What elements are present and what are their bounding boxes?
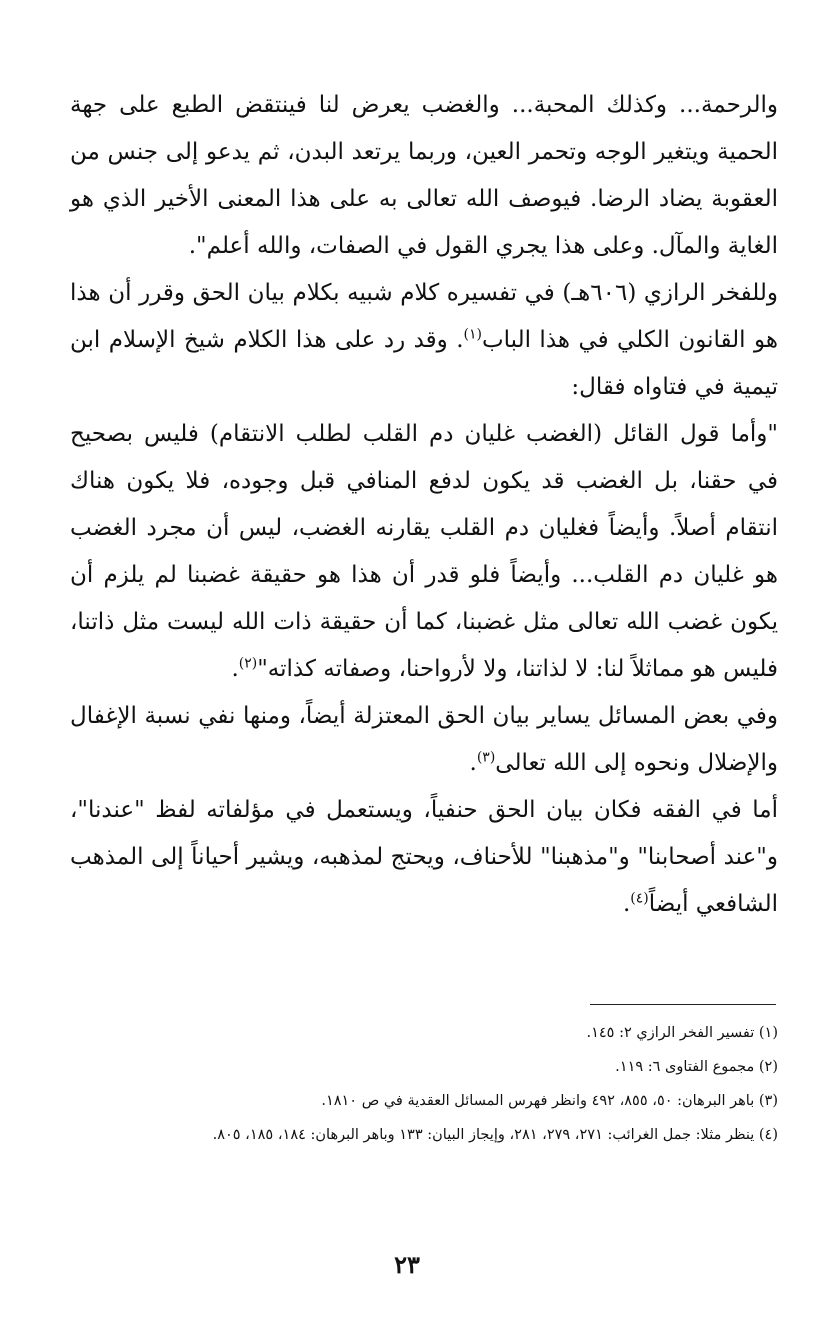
paragraph-5 [70,787,778,928]
paragraph-5-text-b: . [622,891,631,917]
footnote-2: (٢) مجموع الفتاوى ٦: ١١٩. [615,1059,778,1075]
footnote-ref-2[interactable]: (٢) [238,655,258,672]
footnote-ref-1[interactable]: (١) [463,326,482,343]
paragraph-4-text-a: وفي بعض المسائل يساير بيان الحق المعتزلة أيضاً، ومنها نفي نسبة الإغفال والإضلال ونحوه إلى الله تعالى [70,703,778,776]
paragraph-2-text-a: وللفخر الرازي (٦٠٦هـ) في تفسيره كلام شبيه بكلام بيان الحق وقرر أن هذا هو القانون الكلي في هذا الباب [70,280,779,353]
paragraph-5-text-a: أما في الفقه فكان بيان الحق حنفياً، ويستعمل في مؤلفاته لفظ "عندنا"، و"عند أصحابنا" و"مذهبنا" للأحناف، ويحتج لمذهبه، ويشير أحياناً إلى المذهب الشافعي أيضاً [70,797,778,917]
paragraph-3-text-a: "وأما قول القائل (الغضب غليان دم القلب لطلب الانتقام) فليس بصحيح في حقنا، بل الغضب قد يكون لدفع المنافي قبل وجوده، فلا يكون هناك انتقام أصلاً. وأيضاً فغليان دم القلب يقارنه الغضب، ليس أن مجرد الغضب هو غليان دم القلب... وأيضاً فلو قدر أن هذا هو حقيقة غضبنا لم يلزم أن يكون غضب الله تعالى مثل غضبنا، كما أن حقيقة ذات الله ليست مثل ذاتنا، فليس هو مماثلاً لنا: لا لذاتنا، ولا لأرواحنا، وصفاته كذاته" [70,421,778,682]
footnote-separator [590,1004,776,1005]
footnote-ref-3[interactable]: (٣) [476,749,496,766]
footnotes [70,1016,778,1152]
paragraph-3-text-b: . [231,656,239,682]
page-number: ٢٣ [394,1250,420,1279]
paragraph-4-text-b: . [469,750,477,776]
footnote-3: (٣) باهر البرهان: ٥٠، ٨٥٥، ٤٩٢ وانظر فهرس المسائل العقدية في ص ١٨١٠. [321,1093,778,1109]
paragraph-1 [70,82,778,270]
footnote-ref-4[interactable]: (٤) [630,890,649,907]
footnote-4: (٤) ينظر مثلا: جمل الغرائب: ٢٧١، ٢٧٩، ٢٨١، وإيجاز البيان: ١٣٣ وباهر البرهان: ١٨٤، ١٨٥، ٨٠٥. [212,1127,778,1143]
paragraph-2-text-b: . وقد رد على هذا الكلام شيخ الإسلام ابن تيمية في فتاواه فقال: [70,327,778,400]
paragraph-1-text: والرحمة... وكذلك المحبة... والغضب يعرض لنا فينتقض الطبع على جهة الحمية ويتغير الوجه وتحمر العين، وربما يرتعد البدن، ثم يدعو إلى جنس من العقوبة يضاد الرضا. فيوصف الله تعالى به على هذا المعنى الأخير الذي هو الغاية والمآل. وعلى هذا يجري القول في الصفات، والله أعلم". [70,92,778,259]
footnote-1: (١) تفسير الفخر الرازي ٢: ١٤٥. [586,1025,778,1041]
main-text [70,82,778,928]
paragraph-2 [70,270,778,411]
paragraph-4 [70,693,778,787]
paragraph-3-quote [70,411,778,693]
